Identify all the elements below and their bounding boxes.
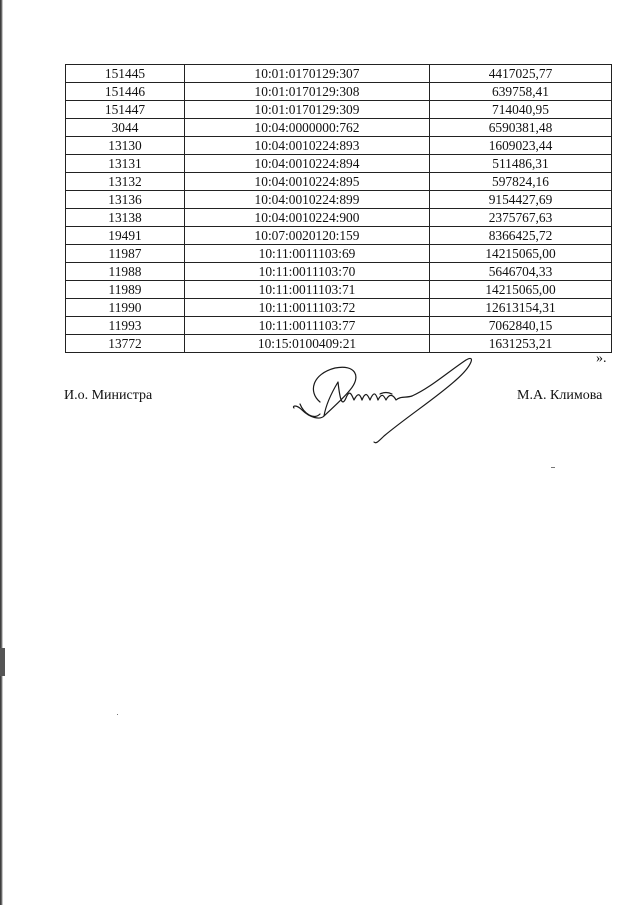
scan-left-edge: [0, 0, 3, 905]
object-number-cell: 13131: [66, 155, 185, 173]
cadastral-number-cell: 10:04:0010224:900: [185, 209, 430, 227]
cadastral-number-cell: 10:04:0010224:894: [185, 155, 430, 173]
cadastral-number-cell: 10:01:0170129:307: [185, 65, 430, 83]
table-row: [66, 155, 612, 173]
table-row: [66, 227, 612, 245]
signatory-name: М.А. Климова: [517, 388, 603, 403]
table-row: [66, 173, 612, 191]
cadastral-value-cell: 14215065,00: [430, 245, 612, 263]
cadastral-value-cell: 14215065,00: [430, 281, 612, 299]
cadastral-value-cell: 639758,41: [430, 83, 612, 101]
object-number-cell: 11989: [66, 281, 185, 299]
cadastral-value-cell: 1631253,21: [430, 335, 612, 353]
cadastral-value-cell: 7062840,15: [430, 317, 612, 335]
cadastral-value-cell: 2375767,63: [430, 209, 612, 227]
cadastral-value-cell: 8366425,72: [430, 227, 612, 245]
cadastral-number-cell: 10:07:0020120:159: [185, 227, 430, 245]
object-number-cell: 11993: [66, 317, 185, 335]
object-number-cell: 3044: [66, 119, 185, 137]
cadastral-value-cell: 511486,31: [430, 155, 612, 173]
scan-artifact: [0, 648, 5, 676]
object-number-cell: 151445: [66, 65, 185, 83]
object-number-cell: 13772: [66, 335, 185, 353]
signature-image: [280, 352, 480, 444]
cadastral-number-cell: 10:04:0000000:762: [185, 119, 430, 137]
scan-speck: [117, 714, 118, 715]
table-row: [66, 191, 612, 209]
table-row: [66, 299, 612, 317]
cadastral-number-cell: 10:04:0010224:893: [185, 137, 430, 155]
object-number-cell: 13136: [66, 191, 185, 209]
cadastral-number-cell: 10:15:0100409:21: [185, 335, 430, 353]
table-row: [66, 281, 612, 299]
table-row: [66, 83, 612, 101]
cadastral-value-cell: 4417025,77: [430, 65, 612, 83]
table-row: [66, 119, 612, 137]
object-number-cell: 13138: [66, 209, 185, 227]
cadastral-number-cell: 10:11:0011103:77: [185, 317, 430, 335]
signatory-position: И.о. Министра: [64, 388, 153, 403]
cadastral-value-cell: 714040,95: [430, 101, 612, 119]
cadastral-value-cell: 9154427,69: [430, 191, 612, 209]
table-row: [66, 335, 612, 353]
object-number-cell: 151446: [66, 83, 185, 101]
cadastral-number-cell: 10:04:0010224:895: [185, 173, 430, 191]
cadastral-number-cell: 10:04:0010224:899: [185, 191, 430, 209]
scan-speck: [551, 467, 555, 468]
object-number-cell: 151447: [66, 101, 185, 119]
object-number-cell: 11987: [66, 245, 185, 263]
cadastral-value-cell: 597824,16: [430, 173, 612, 191]
table-row: [66, 209, 612, 227]
cadastral-number-cell: 10:11:0011103:70: [185, 263, 430, 281]
object-number-cell: 11988: [66, 263, 185, 281]
cadastral-number-cell: 10:11:0011103:71: [185, 281, 430, 299]
cadastral-number-cell: 10:01:0170129:309: [185, 101, 430, 119]
cadastral-value-table: [65, 64, 612, 353]
cadastral-number-cell: 10:11:0011103:69: [185, 245, 430, 263]
object-number-cell: 11990: [66, 299, 185, 317]
object-number-cell: 19491: [66, 227, 185, 245]
cadastral-value-cell: 12613154,31: [430, 299, 612, 317]
table-row: [66, 101, 612, 119]
closing-quote: ».: [596, 351, 607, 366]
cadastral-number-cell: 10:01:0170129:308: [185, 83, 430, 101]
table-row: [66, 65, 612, 83]
object-number-cell: 13130: [66, 137, 185, 155]
cadastral-number-cell: 10:11:0011103:72: [185, 299, 430, 317]
table-row: [66, 263, 612, 281]
table-row: [66, 137, 612, 155]
table-row: [66, 245, 612, 263]
object-number-cell: 13132: [66, 173, 185, 191]
cadastral-value-cell: 6590381,48: [430, 119, 612, 137]
table-row: [66, 317, 612, 335]
cadastral-value-cell: 1609023,44: [430, 137, 612, 155]
cadastral-value-cell: 5646704,33: [430, 263, 612, 281]
